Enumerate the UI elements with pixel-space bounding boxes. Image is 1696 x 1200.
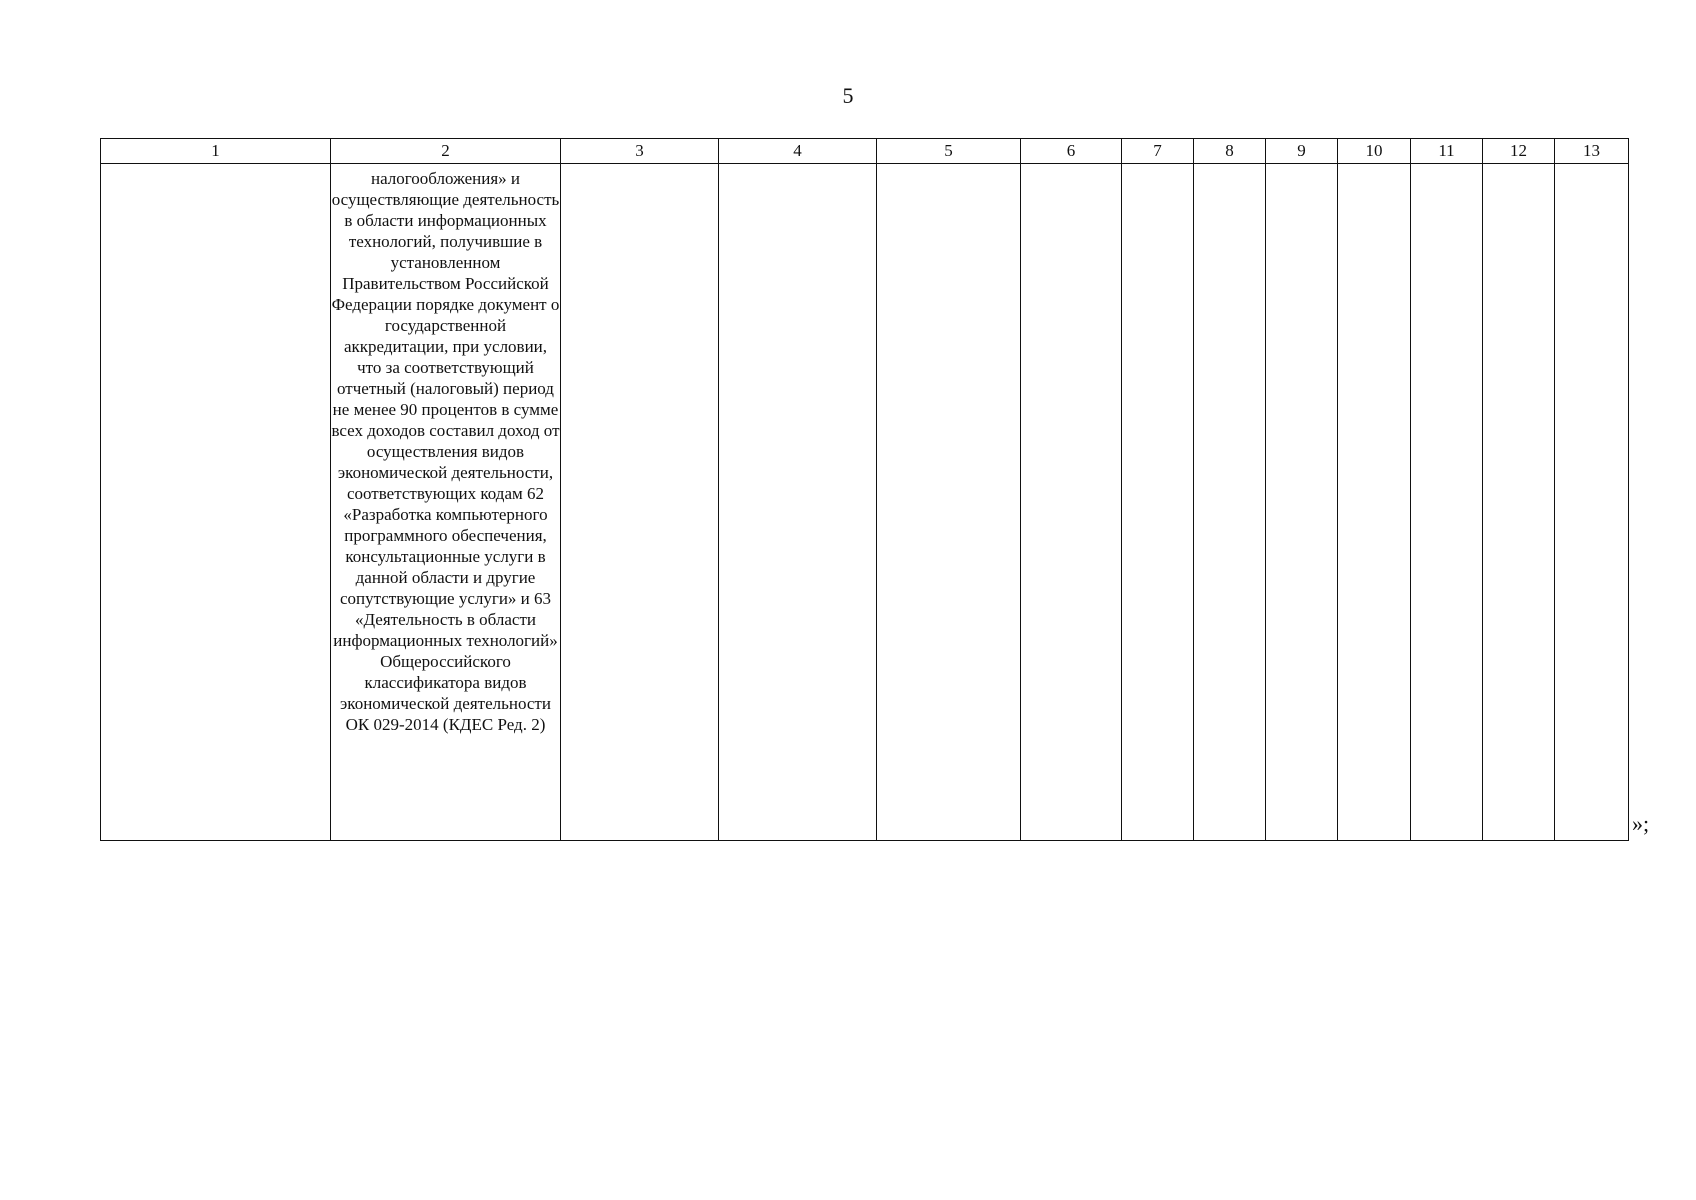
- cell-col-9: [1266, 164, 1338, 841]
- cell-col-13: [1555, 164, 1629, 841]
- cell-col-6: [1021, 164, 1122, 841]
- cell-col-10: [1338, 164, 1411, 841]
- cell-col-1: [101, 164, 331, 841]
- cell-col-8: [1194, 164, 1266, 841]
- column-header-5: 5: [877, 139, 1021, 164]
- cell-col-4: [719, 164, 877, 841]
- column-header-10: 10: [1338, 139, 1411, 164]
- column-header-11: 11: [1411, 139, 1483, 164]
- column-header-1: 1: [101, 139, 331, 164]
- table-row: [101, 164, 1629, 841]
- cell-col-3: [561, 164, 719, 841]
- column-header-9: 9: [1266, 139, 1338, 164]
- cell-col-2-description: налогообложения» и осуществляющие деятельность в области информационных технологий, получившие в установленном Правительством Российской Федерации порядке документ о государственной аккредитации, при условии, что за соответствующий отчетный (налоговый) период не менее 90 процентов в сумме всех доходов составил доход от осуществления видов экономической деятельности, соответствующих кодам 62 «Разработка компьютерного программного обеспечения, консультационные услуги в данной области и другие сопутствующие услуги» и 63 «Деятельность в области информационных технологий» Общероссийского классификатора видов экономической деятельности ОК 029-2014 (КДЕС Ред. 2): [331, 164, 561, 841]
- column-header-2: 2: [331, 139, 561, 164]
- data-table: [100, 138, 1629, 841]
- cell-col-11: [1411, 164, 1483, 841]
- cell-col-7: [1122, 164, 1194, 841]
- column-header-8: 8: [1194, 139, 1266, 164]
- page-number: 5: [842, 83, 854, 108]
- column-header-7: 7: [1122, 139, 1194, 164]
- column-header-4: 4: [719, 139, 877, 164]
- column-header-12: 12: [1483, 139, 1555, 164]
- table-header-row: [101, 139, 1629, 164]
- column-header-13: 13: [1555, 139, 1629, 164]
- closing-quote-mark: »;: [1632, 811, 1650, 836]
- column-header-6: 6: [1021, 139, 1122, 164]
- column-header-3: 3: [561, 139, 719, 164]
- cell-col-12: [1483, 164, 1555, 841]
- cell-col-5: [877, 164, 1021, 841]
